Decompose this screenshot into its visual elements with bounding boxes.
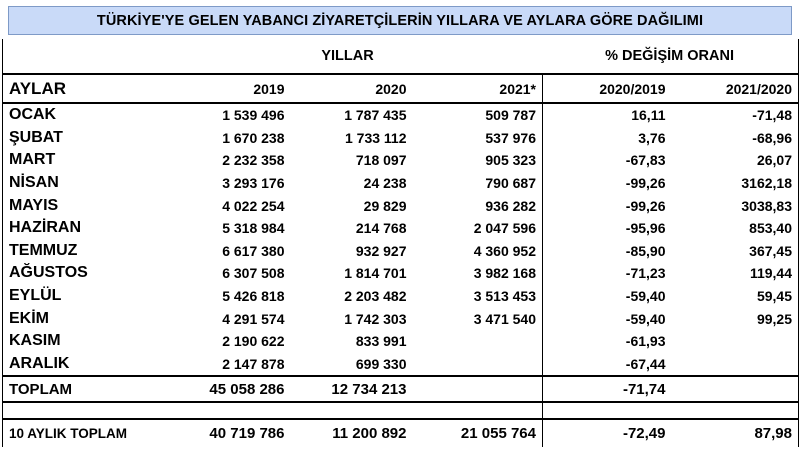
change-2020-2019-cell: -71,23 xyxy=(625,265,666,282)
table-row xyxy=(3,172,799,195)
change-2021-2020-cell xyxy=(672,330,799,353)
value-2021-cell: 537 976 xyxy=(413,127,543,150)
value-2021-cell: 3 471 540 xyxy=(413,307,543,330)
ten-month-2020-cell: 11 200 892 xyxy=(291,419,413,447)
table-row xyxy=(3,217,799,240)
value-2019-cell: 6 617 380 xyxy=(222,242,285,259)
value-2019-cell: 1 670 238 xyxy=(222,129,285,146)
change-2021-2020-cell: 3038,83 xyxy=(672,194,799,217)
value-2019-cell: 5 426 818 xyxy=(222,288,285,305)
change-2021-2020-cell: 853,40 xyxy=(672,217,799,240)
value-2020-cell: 1 814 701 xyxy=(344,265,407,282)
month-cell: OCAK xyxy=(3,103,153,127)
value-2021-cell: 3 982 168 xyxy=(413,262,543,285)
value-2019-cell: 4 291 574 xyxy=(222,310,285,327)
total-row xyxy=(3,376,799,402)
value-2021-cell: 509 787 xyxy=(413,103,543,127)
column-header-row xyxy=(3,74,799,103)
value-2020-cell: 24 238 xyxy=(363,175,407,192)
value-2021-cell: 936 282 xyxy=(413,194,543,217)
total-change-2021-2020-cell xyxy=(672,376,799,402)
column-header-2021: 2021* xyxy=(413,74,543,103)
value-2020-cell: 699 330 xyxy=(355,355,407,372)
change-2020-2019-cell: -67,44 xyxy=(625,355,666,372)
change-2021-2020-cell: 26,07 xyxy=(672,149,799,172)
value-2020-cell: 1 733 112 xyxy=(344,129,407,146)
value-2019-cell: 2 190 622 xyxy=(222,333,285,350)
column-header-2019: 2019 xyxy=(153,74,291,103)
value-2020-cell: 718 097 xyxy=(355,152,407,169)
spacer-row xyxy=(3,402,799,419)
change-2020-2019-cell: 3,76 xyxy=(638,129,666,146)
change-2021-2020-cell xyxy=(672,353,799,377)
change-2021-2020-cell: 367,45 xyxy=(672,240,799,263)
value-2019-cell: 5 318 984 xyxy=(222,220,285,237)
change-2020-2019-cell: -59,40 xyxy=(625,288,666,305)
total-label: TOPLAM xyxy=(3,376,153,402)
value-2020-cell: 29 829 xyxy=(363,197,407,214)
ten-month-2019-cell: 40 719 786 xyxy=(153,419,291,447)
month-cell: ŞUBAT xyxy=(3,127,153,150)
group-header-row xyxy=(3,39,799,74)
value-2019-cell: 6 307 508 xyxy=(222,265,285,282)
month-cell: EYLÜL xyxy=(3,285,153,308)
change-2021-2020-cell: 59,45 xyxy=(672,285,799,308)
table-row xyxy=(3,103,799,127)
month-cell: NİSAN xyxy=(3,172,153,195)
table-title: TÜRKİYE'YE GELEN YABANCI ZİYARETÇİLERİN YILLARA VE AYLARA GÖRE DAĞILIMI xyxy=(8,6,792,35)
ten-month-2021-cell: 21 055 764 xyxy=(413,419,543,447)
month-cell: KASIM xyxy=(3,330,153,353)
change-2020-2019-cell: -95,96 xyxy=(625,220,666,237)
value-2020-cell: 214 768 xyxy=(355,220,407,237)
change-2021-2020-cell: 3162,18 xyxy=(672,172,799,195)
table-row xyxy=(3,353,799,377)
total-change-2020-2019-cell: -71,74 xyxy=(543,376,672,402)
change-2021-2020-cell: -71,48 xyxy=(672,103,799,127)
total-2020-cell: 12 734 213 xyxy=(291,376,413,402)
change-2021-2020-cell: -68,96 xyxy=(672,127,799,150)
group-header-years: YILLAR xyxy=(321,48,374,64)
table-row xyxy=(3,240,799,263)
value-2020-cell: 833 991 xyxy=(355,333,407,350)
value-2021-cell: 2 047 596 xyxy=(413,217,543,240)
table-row xyxy=(3,330,799,353)
ten-month-total-label: 10 AYLIK TOPLAM xyxy=(3,419,153,447)
value-2019-cell: 1 539 496 xyxy=(222,107,285,124)
month-cell: MART xyxy=(3,149,153,172)
ten-month-change-2020-2019-cell: -72,49 xyxy=(543,419,672,447)
month-cell: AĞUSTOS xyxy=(3,262,153,285)
change-2021-2020-cell: 119,44 xyxy=(672,262,799,285)
value-2020-cell: 932 927 xyxy=(355,242,407,259)
change-2020-2019-cell: -59,40 xyxy=(625,310,666,327)
table-row xyxy=(3,149,799,172)
visitor-statistics-table xyxy=(2,39,799,447)
column-header-change-2021-2020: 2021/2020 xyxy=(672,74,799,103)
total-2019-cell: 45 058 286 xyxy=(153,376,291,402)
value-2021-cell xyxy=(413,353,543,377)
value-2019-cell: 4 022 254 xyxy=(222,197,285,214)
ten-month-total-row xyxy=(3,419,799,447)
value-2021-cell xyxy=(413,330,543,353)
table-row xyxy=(3,127,799,150)
month-cell: MAYIS xyxy=(3,194,153,217)
change-2020-2019-cell: -99,26 xyxy=(625,197,666,214)
change-2020-2019-cell: 16,11 xyxy=(631,107,666,124)
table-row xyxy=(3,307,799,330)
value-2020-cell: 1 742 303 xyxy=(344,310,407,327)
table-row xyxy=(3,262,799,285)
change-2020-2019-cell: -85,90 xyxy=(625,242,666,259)
value-2020-cell: 1 787 435 xyxy=(344,107,407,124)
table-row xyxy=(3,194,799,217)
value-2021-cell: 3 513 453 xyxy=(413,285,543,308)
table-row xyxy=(3,285,799,308)
change-2021-2020-cell: 99,25 xyxy=(672,307,799,330)
month-cell: TEMMUZ xyxy=(3,240,153,263)
value-2020-cell: 2 203 482 xyxy=(344,288,407,305)
value-2021-cell: 790 687 xyxy=(413,172,543,195)
value-2019-cell: 2 232 358 xyxy=(222,152,285,169)
column-header-change-2020-2019: 2020/2019 xyxy=(543,74,672,103)
total-2021-cell xyxy=(413,376,543,402)
group-header-change: % DEĞİŞİM ORANI xyxy=(543,39,799,74)
month-cell: ARALIK xyxy=(3,353,153,377)
value-2019-cell: 3 293 176 xyxy=(222,175,285,192)
month-cell: HAZİRAN xyxy=(3,217,153,240)
value-2021-cell: 4 360 952 xyxy=(413,240,543,263)
change-2020-2019-cell: -99,26 xyxy=(625,175,666,192)
column-header-months: AYLAR xyxy=(3,74,153,103)
change-2020-2019-cell: -61,93 xyxy=(625,333,666,350)
value-2019-cell: 2 147 878 xyxy=(222,355,285,372)
value-2021-cell: 905 323 xyxy=(413,149,543,172)
column-header-2020: 2020 xyxy=(291,74,413,103)
change-2020-2019-cell: -67,83 xyxy=(625,152,666,169)
month-cell: EKİM xyxy=(3,307,153,330)
ten-month-change-2021-2020-cell: 87,98 xyxy=(672,419,799,447)
